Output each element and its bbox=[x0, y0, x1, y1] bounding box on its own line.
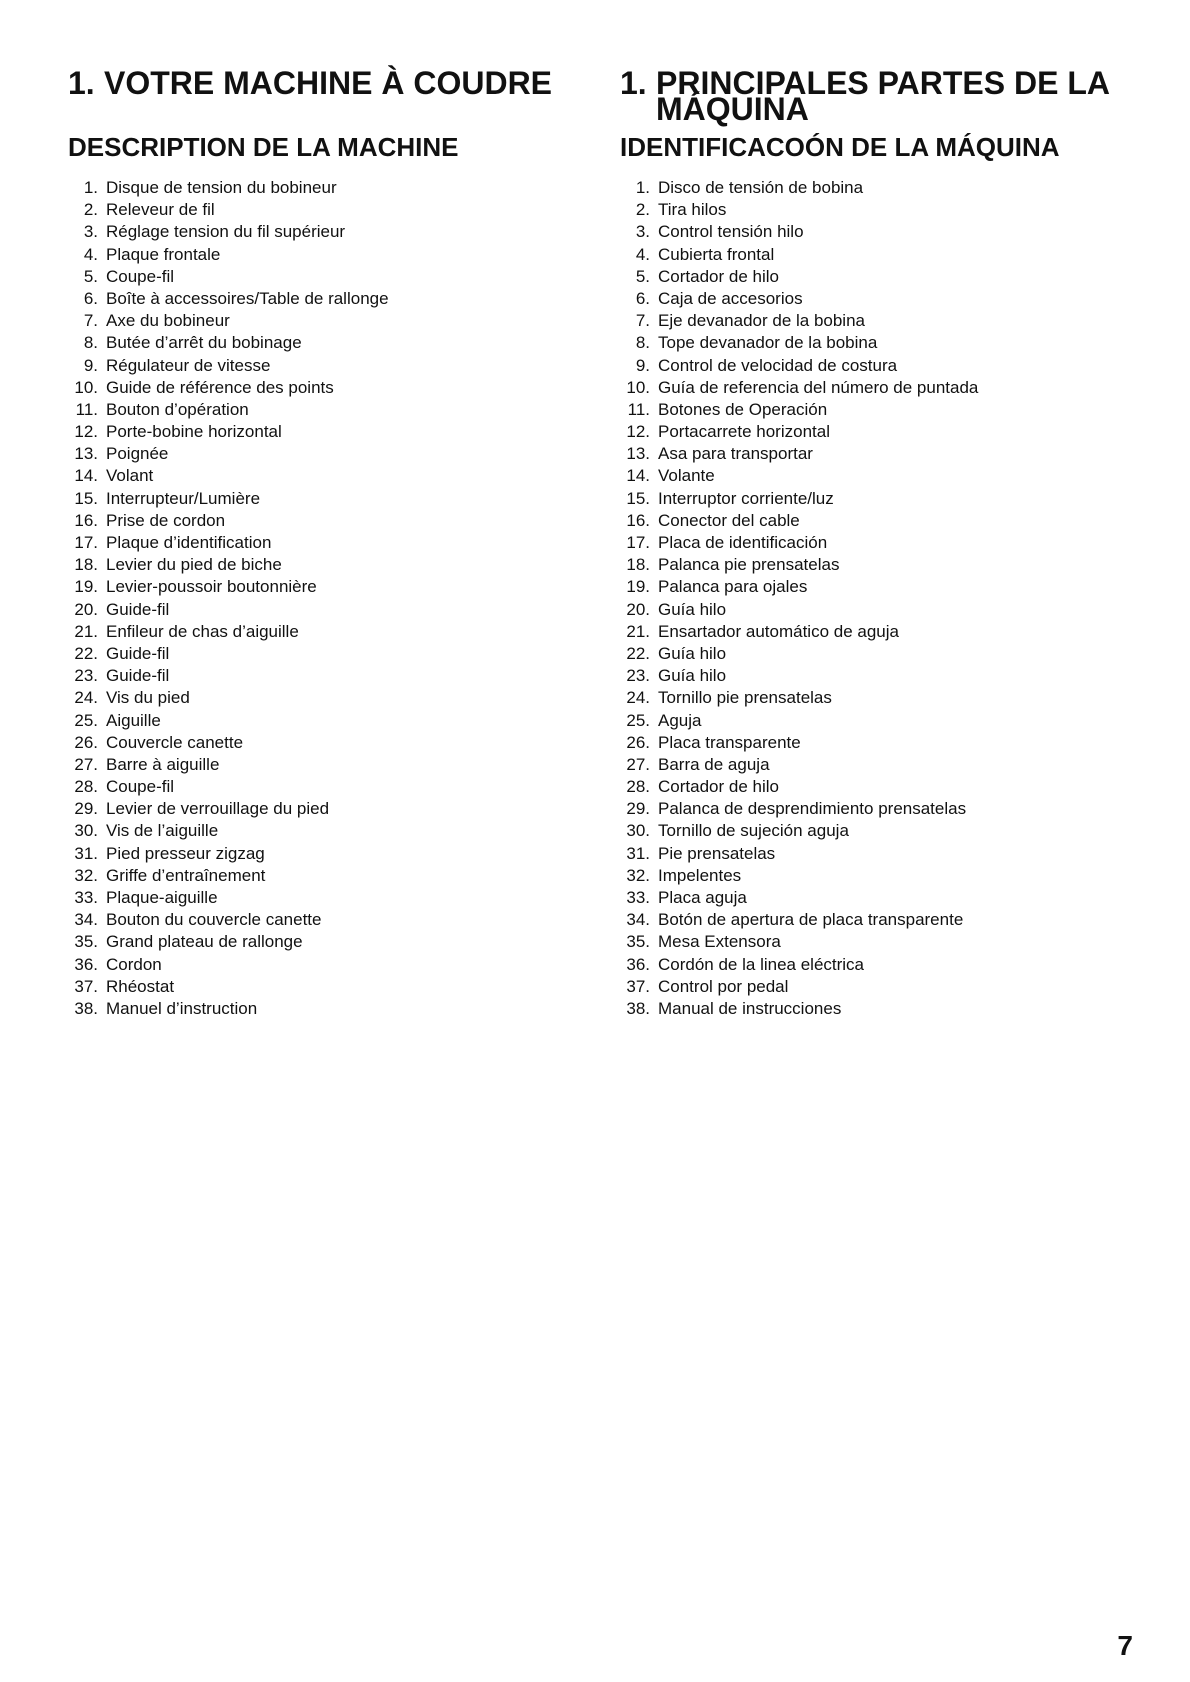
french-list-item bbox=[68, 177, 389, 199]
item-label: Tope devanador de la bobina bbox=[658, 333, 878, 353]
spanish-list-item bbox=[620, 776, 978, 798]
item-label: Releveur de fil bbox=[106, 200, 215, 220]
french-list-item bbox=[68, 931, 389, 953]
item-label: Bouton d’opération bbox=[106, 399, 249, 419]
spanish-list-item bbox=[620, 332, 978, 354]
item-label: Bouton du couvercle canette bbox=[106, 910, 322, 930]
item-label: Guide-fil bbox=[106, 643, 170, 663]
item-label: Palanca pie prensatelas bbox=[658, 555, 840, 575]
item-number: 2. bbox=[635, 200, 650, 220]
item-number: 31. bbox=[626, 843, 650, 863]
item-number: 16. bbox=[626, 510, 650, 530]
spanish-list-item bbox=[620, 909, 978, 931]
item-number: 15. bbox=[626, 488, 650, 508]
item-label: Control por pedal bbox=[658, 976, 789, 996]
item-number: 24. bbox=[626, 688, 650, 708]
item-label: Conector del cable bbox=[658, 510, 800, 530]
item-label: Botón de apertura de placa transparente bbox=[658, 910, 964, 930]
item-label: Guía hilo bbox=[658, 643, 727, 663]
item-label: Control tensión hilo bbox=[658, 222, 804, 242]
french-list-item bbox=[68, 355, 389, 377]
item-label: Manual de instrucciones bbox=[658, 998, 842, 1018]
item-label: Manuel d’instruction bbox=[106, 998, 258, 1018]
spanish-list-item bbox=[620, 865, 978, 887]
french-list-item bbox=[68, 665, 389, 687]
item-number: 34. bbox=[626, 910, 650, 930]
item-label: Pied presseur zigzag bbox=[106, 843, 265, 863]
item-number: 8. bbox=[83, 333, 98, 353]
french-list-item bbox=[68, 976, 389, 998]
item-label: Cortador de hilo bbox=[658, 777, 779, 797]
french-list-item bbox=[68, 221, 389, 243]
item-label: Ensartador automático de aguja bbox=[658, 621, 899, 641]
french-list-item bbox=[68, 532, 389, 554]
item-label: Barre à aiguille bbox=[106, 754, 220, 774]
spanish-list-item bbox=[620, 710, 978, 732]
spanish-list-item bbox=[620, 399, 978, 421]
item-number: 30. bbox=[626, 821, 650, 841]
spanish-list-item bbox=[620, 976, 978, 998]
item-number: 5. bbox=[635, 266, 650, 286]
item-number: 29. bbox=[74, 799, 98, 819]
item-number: 36. bbox=[74, 954, 98, 974]
french-list-item bbox=[68, 244, 389, 266]
item-label: Plaque d’identification bbox=[106, 533, 272, 552]
item-number: 20. bbox=[74, 599, 98, 619]
item-number: 29. bbox=[626, 799, 650, 819]
item-number: 37. bbox=[626, 976, 650, 996]
item-label: Aiguille bbox=[106, 710, 161, 730]
item-number: 27. bbox=[74, 754, 98, 774]
item-number: 17. bbox=[74, 533, 98, 552]
spanish-list-item bbox=[620, 355, 978, 377]
item-label: Axe du bobineur bbox=[106, 311, 230, 331]
item-number: 5. bbox=[83, 266, 98, 286]
spanish-list-item bbox=[620, 931, 978, 953]
item-label: Pie prensatelas bbox=[658, 843, 776, 863]
item-label: Levier de verrouillage du pied bbox=[106, 799, 330, 819]
item-number: 9. bbox=[83, 355, 98, 375]
spanish-list-item bbox=[620, 377, 978, 399]
item-label: Levier-poussoir boutonnière bbox=[106, 577, 317, 597]
item-number: 32. bbox=[74, 865, 98, 885]
item-number: 6. bbox=[83, 288, 98, 308]
spanish-list-item bbox=[620, 998, 978, 1020]
item-label: Aguja bbox=[658, 710, 702, 730]
item-label: Placa transparente bbox=[658, 732, 801, 752]
item-label: Guía hilo bbox=[658, 599, 727, 619]
spanish-list-item bbox=[620, 532, 978, 554]
spanish-list-item bbox=[620, 687, 978, 709]
spanish-list-item bbox=[620, 599, 978, 621]
item-number: 24. bbox=[74, 688, 98, 708]
item-label: Asa para transportar bbox=[658, 444, 813, 464]
spanish-list-item bbox=[620, 643, 978, 665]
item-number: 22. bbox=[74, 643, 98, 663]
spanish-list-item bbox=[620, 443, 978, 465]
item-number: 26. bbox=[74, 732, 98, 752]
spanish-list-item bbox=[620, 221, 978, 243]
item-number: 23. bbox=[74, 666, 98, 686]
spanish-list-item bbox=[620, 310, 978, 332]
item-label: Eje devanador de la bobina bbox=[658, 311, 865, 331]
item-label: Impelentes bbox=[658, 865, 742, 885]
item-label: Cortador de hilo bbox=[658, 266, 779, 286]
item-number: 10. bbox=[74, 377, 98, 397]
item-number: 21. bbox=[626, 621, 650, 641]
item-label: Rhéostat bbox=[106, 976, 175, 996]
item-number: 26. bbox=[626, 732, 650, 752]
item-number: 33. bbox=[626, 888, 650, 907]
spanish-list-item bbox=[620, 510, 978, 532]
item-label: Plaque-aiguille bbox=[106, 888, 218, 907]
item-label: Barra de aguja bbox=[658, 754, 770, 774]
item-label: Couvercle canette bbox=[106, 732, 244, 752]
french-list-item bbox=[68, 710, 389, 732]
french-list-item bbox=[68, 998, 389, 1020]
spanish-list-item bbox=[620, 465, 978, 487]
item-number: 14. bbox=[74, 466, 98, 486]
item-label: Prise de cordon bbox=[106, 510, 226, 530]
french-list-item bbox=[68, 643, 389, 665]
item-number: 10. bbox=[626, 377, 650, 397]
item-number: 11. bbox=[75, 399, 98, 419]
item-number: 16. bbox=[74, 510, 98, 530]
item-number: 34. bbox=[74, 910, 98, 930]
item-number: 4. bbox=[83, 244, 98, 264]
item-number: 13. bbox=[74, 444, 98, 464]
french-list-item bbox=[68, 954, 389, 976]
item-label: Volant bbox=[106, 466, 154, 486]
item-label: Palanca de desprendimiento prensatelas bbox=[658, 799, 967, 819]
item-number: 2. bbox=[83, 200, 98, 220]
item-number: 38. bbox=[626, 998, 650, 1018]
spanish-list-item bbox=[620, 177, 978, 199]
french-list-item bbox=[68, 909, 389, 931]
item-number: 27. bbox=[626, 754, 650, 774]
item-number: 21. bbox=[74, 621, 98, 641]
spanish-list-item bbox=[620, 554, 978, 576]
item-label: Botones de Operación bbox=[658, 399, 828, 419]
item-number: 7. bbox=[83, 311, 98, 331]
item-label: Cordón de la linea eléctrica bbox=[658, 954, 865, 974]
french-list-item bbox=[68, 421, 389, 443]
item-number: 17. bbox=[626, 533, 650, 552]
item-label: Grand plateau de rallonge bbox=[106, 932, 303, 952]
item-label: Coupe-fil bbox=[106, 266, 175, 286]
item-number: 1. bbox=[635, 178, 650, 197]
item-number: 31. bbox=[74, 843, 98, 863]
item-number: 1. bbox=[83, 178, 98, 197]
french-list-item bbox=[68, 332, 389, 354]
item-number: 13. bbox=[626, 444, 650, 464]
item-label: Portacarrete horizontal bbox=[658, 422, 830, 442]
item-number: 7. bbox=[635, 311, 650, 331]
spanish-list-item bbox=[620, 421, 978, 443]
item-number: 30. bbox=[74, 821, 98, 841]
spanish-list-item bbox=[620, 488, 978, 510]
french-title-number: 1. bbox=[68, 65, 95, 101]
item-label: Tornillo de sujeción aguja bbox=[658, 821, 849, 841]
spanish-list-item bbox=[620, 288, 978, 310]
item-number: 32. bbox=[626, 865, 650, 885]
french-list-item bbox=[68, 865, 389, 887]
french-list-item bbox=[68, 599, 389, 621]
item-label: Levier du pied de biche bbox=[106, 555, 282, 575]
spanish-list-item bbox=[620, 843, 978, 865]
spanish-subtitle: IDENTIFICACOÓN DE LA MÁQUINA bbox=[620, 132, 1060, 162]
spanish-list-item bbox=[620, 754, 978, 776]
item-label: Griffe d’entraînement bbox=[106, 865, 266, 885]
french-list-item bbox=[68, 288, 389, 310]
item-number: 11. bbox=[627, 399, 650, 419]
item-number: 25. bbox=[74, 710, 98, 730]
item-label: Mesa Extensora bbox=[658, 932, 781, 952]
item-number: 18. bbox=[74, 555, 98, 575]
french-subtitle: DESCRIPTION DE LA MACHINE bbox=[68, 132, 459, 162]
item-number: 3. bbox=[83, 222, 98, 242]
french-list-item bbox=[68, 465, 389, 487]
item-number: 23. bbox=[626, 666, 650, 686]
french-list-item bbox=[68, 377, 389, 399]
spanish-list-item bbox=[620, 576, 978, 598]
spanish-list-item bbox=[620, 954, 978, 976]
item-label: Régulateur de vitesse bbox=[106, 355, 271, 375]
item-label: Volante bbox=[658, 466, 715, 486]
spanish-list-item bbox=[620, 665, 978, 687]
french-list-item bbox=[68, 843, 389, 865]
item-number: 12. bbox=[74, 422, 98, 442]
item-number: 35. bbox=[626, 932, 650, 952]
item-label: Disque de tension du bobineur bbox=[106, 178, 337, 197]
french-list-item bbox=[68, 510, 389, 532]
item-label: Palanca para ojales bbox=[658, 577, 808, 597]
spanish-list-item bbox=[620, 798, 978, 820]
french-parts-list bbox=[68, 177, 389, 1020]
french-list-item bbox=[68, 687, 389, 709]
item-number: 22. bbox=[626, 643, 650, 663]
french-list-item bbox=[68, 820, 389, 842]
french-list-item bbox=[68, 443, 389, 465]
item-number: 35. bbox=[74, 932, 98, 952]
french-list-item bbox=[68, 621, 389, 643]
item-number: 14. bbox=[626, 466, 650, 486]
spanish-title bbox=[620, 65, 1160, 127]
item-label: Poignée bbox=[106, 444, 169, 464]
item-label: Vis de l’aiguille bbox=[106, 821, 219, 841]
item-label: Boîte à accessoires/Table de rallonge bbox=[106, 288, 389, 308]
item-label: Guide de référence des points bbox=[106, 377, 334, 397]
item-number: 38. bbox=[74, 998, 98, 1018]
item-number: 25. bbox=[626, 710, 650, 730]
french-title-text: VOTRE MACHINE À COUDRE bbox=[104, 65, 553, 101]
item-label: Plaque frontale bbox=[106, 244, 221, 264]
spanish-list-item bbox=[620, 820, 978, 842]
item-label: Vis du pied bbox=[106, 688, 190, 708]
item-number: 8. bbox=[635, 333, 650, 353]
item-number: 28. bbox=[626, 777, 650, 797]
french-list-item bbox=[68, 310, 389, 332]
spanish-list-item bbox=[620, 199, 978, 221]
item-label: Butée d’arrêt du bobinage bbox=[106, 333, 302, 353]
item-number: 9. bbox=[635, 355, 650, 375]
item-label: Coupe-fil bbox=[106, 777, 175, 797]
item-label: Control de velocidad de costura bbox=[658, 355, 898, 375]
item-label: Placa de identificación bbox=[658, 533, 828, 552]
spanish-list-item bbox=[620, 621, 978, 643]
french-list-item bbox=[68, 754, 389, 776]
item-label: Disco de tensión de bobina bbox=[658, 178, 864, 197]
item-number: 15. bbox=[74, 488, 98, 508]
item-label: Réglage tension du fil supérieur bbox=[106, 222, 346, 242]
item-label: Tornillo pie prensatelas bbox=[658, 688, 832, 708]
item-label: Cordon bbox=[106, 954, 162, 974]
item-label: Placa aguja bbox=[658, 888, 747, 907]
item-label: Enfileur de chas d’aiguille bbox=[106, 621, 299, 641]
french-list-item bbox=[68, 399, 389, 421]
spanish-column bbox=[620, 65, 1160, 1018]
item-number: 3. bbox=[635, 222, 650, 242]
french-list-item bbox=[68, 488, 389, 510]
french-list-item bbox=[68, 887, 389, 909]
item-label: Guía hilo bbox=[658, 666, 727, 686]
french-list-item bbox=[68, 732, 389, 754]
spanish-title-text: PRINCIPALES PARTES DE LA MÁQUINA bbox=[656, 65, 1109, 127]
french-title bbox=[68, 65, 588, 101]
french-list-item bbox=[68, 576, 389, 598]
item-label: Tira hilos bbox=[658, 200, 727, 220]
spanish-parts-list bbox=[620, 177, 978, 1020]
item-number: 36. bbox=[626, 954, 650, 974]
french-list-item bbox=[68, 776, 389, 798]
item-number: 37. bbox=[74, 976, 98, 996]
french-column bbox=[68, 65, 588, 1018]
spanish-list-item bbox=[620, 266, 978, 288]
item-label: Guide-fil bbox=[106, 599, 170, 619]
spanish-title-number: 1. bbox=[620, 65, 647, 101]
item-number: 19. bbox=[74, 577, 98, 597]
item-label: Interruptor corriente/luz bbox=[658, 488, 834, 508]
item-number: 33. bbox=[74, 888, 98, 907]
spanish-list-item bbox=[620, 244, 978, 266]
item-number: 20. bbox=[626, 599, 650, 619]
item-number: 18. bbox=[626, 555, 650, 575]
french-list-item bbox=[68, 199, 389, 221]
item-label: Caja de accesorios bbox=[658, 288, 803, 308]
french-list-item bbox=[68, 266, 389, 288]
french-list-item bbox=[68, 798, 389, 820]
item-label: Cubierta frontal bbox=[658, 244, 775, 264]
page-number: 7 bbox=[1117, 1630, 1133, 1661]
item-number: 19. bbox=[626, 577, 650, 597]
item-number: 6. bbox=[635, 288, 650, 308]
spanish-list-item bbox=[620, 732, 978, 754]
item-label: Porte-bobine horizontal bbox=[106, 422, 282, 442]
french-list-item bbox=[68, 554, 389, 576]
item-number: 12. bbox=[626, 422, 650, 442]
item-number: 4. bbox=[635, 244, 650, 264]
spanish-list-item bbox=[620, 887, 978, 909]
item-number: 28. bbox=[74, 777, 98, 797]
item-label: Interrupteur/Lumière bbox=[106, 488, 261, 508]
item-label: Guide-fil bbox=[106, 666, 170, 686]
item-label: Guía de referencia del número de puntada bbox=[658, 377, 979, 397]
